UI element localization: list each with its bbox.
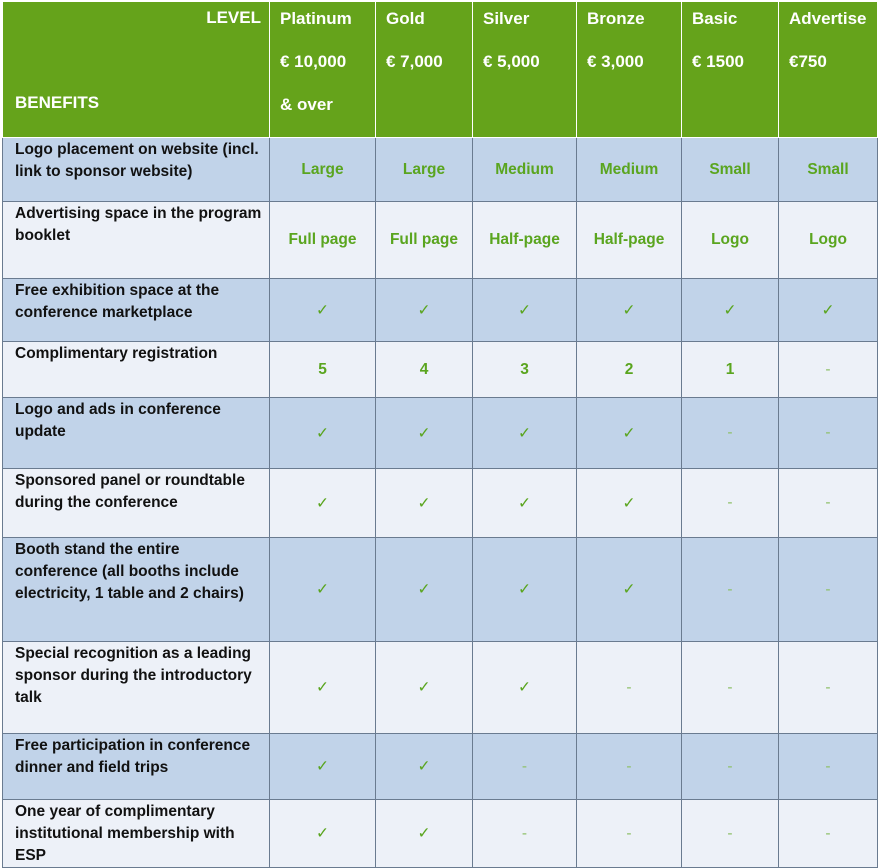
checkmark-icon: ✓ [376, 469, 473, 538]
benefit-value: 1 [682, 342, 779, 398]
benefit-value: 5 [270, 342, 376, 398]
level-advertise-header [779, 2, 878, 138]
table-row [3, 538, 878, 642]
table-row [3, 138, 878, 202]
dash-cell: - [682, 398, 779, 469]
checkmark-icon: ✓ [270, 398, 376, 469]
benefit-value: Large [270, 138, 376, 202]
checkmark-icon: ✓ [270, 538, 376, 642]
checkmark-icon: ✓ [376, 538, 473, 642]
checkmark-icon: ✓ [376, 398, 473, 469]
benefit-value: Logo [779, 202, 878, 279]
level-price: €750 [789, 52, 827, 71]
benefit-label: Special recognition as a leading sponsor during the introductory talk [3, 642, 270, 734]
benefit-value: 2 [577, 342, 682, 398]
benefits-label: BENEFITS [15, 93, 100, 112]
level-extra: & over [280, 95, 333, 114]
benefit-value: 4 [376, 342, 473, 398]
table-row [3, 342, 878, 398]
level-silver-header [473, 2, 577, 138]
level-name: Gold [386, 9, 425, 28]
dash-cell: - [779, 800, 878, 868]
header-row [3, 2, 878, 138]
dash-cell: - [577, 734, 682, 800]
checkmark-icon: ✓ [270, 279, 376, 342]
checkmark-icon: ✓ [473, 469, 577, 538]
level-price: € 3,000 [587, 52, 644, 71]
dash-cell: - [682, 734, 779, 800]
checkmark-icon: ✓ [473, 538, 577, 642]
checkmark-icon: ✓ [577, 398, 682, 469]
dash-cell: - [682, 538, 779, 642]
level-price: € 7,000 [386, 52, 443, 71]
level-name: Silver [483, 9, 530, 28]
benefit-label: Logo placement on website (incl. link to sponsor website) [3, 138, 270, 202]
level-platinum-header [270, 2, 376, 138]
table-body [3, 138, 878, 868]
level-price: € 1500 [692, 52, 744, 71]
checkmark-icon: ✓ [577, 279, 682, 342]
checkmark-icon: ✓ [270, 642, 376, 734]
table-row [3, 469, 878, 538]
table-row [3, 398, 878, 469]
checkmark-icon: ✓ [270, 800, 376, 868]
benefit-label: One year of complimentary institutional membership with ESP [3, 800, 270, 868]
checkmark-icon: ✓ [376, 279, 473, 342]
benefit-label: Complimentary registration [3, 342, 270, 398]
level-name: Bronze [587, 9, 645, 28]
dash-cell: - [779, 642, 878, 734]
benefit-value: Small [682, 138, 779, 202]
benefit-label: Sponsored panel or roundtable during the conference [3, 469, 270, 538]
benefit-value: Full page [376, 202, 473, 279]
benefit-value: Half-page [577, 202, 682, 279]
benefit-label: Logo and ads in conference update [3, 398, 270, 469]
level-price: € 10,000 [280, 52, 347, 71]
benefit-label: Booth stand the entire conference (all booths include electricity, 1 table and 2 chairs) [3, 538, 270, 642]
table-row [3, 202, 878, 279]
dash-cell: - [473, 800, 577, 868]
benefit-value: Large [376, 138, 473, 202]
dash-cell: - [682, 469, 779, 538]
checkmark-icon: ✓ [270, 734, 376, 800]
dash-cell: - [779, 342, 878, 398]
checkmark-icon: ✓ [577, 538, 682, 642]
dash-cell: - [779, 469, 878, 538]
benefit-value: Medium [577, 138, 682, 202]
benefit-value: Small [779, 138, 878, 202]
dash-cell: - [577, 642, 682, 734]
level-name: Advertise [789, 9, 867, 28]
benefit-value: Full page [270, 202, 376, 279]
dash-cell: - [682, 642, 779, 734]
dash-cell: - [473, 734, 577, 800]
benefit-label: Free exhibition space at the conference marketplace [3, 279, 270, 342]
table-row [3, 734, 878, 800]
header-corner-cell [3, 2, 270, 138]
benefit-value: Logo [682, 202, 779, 279]
checkmark-icon: ✓ [779, 279, 878, 342]
sponsorship-table [2, 1, 878, 868]
level-bronze-header [577, 2, 682, 138]
checkmark-icon: ✓ [577, 469, 682, 538]
dash-cell: - [682, 800, 779, 868]
checkmark-icon: ✓ [473, 642, 577, 734]
benefit-value: 3 [473, 342, 577, 398]
benefit-label: Free participation in conference dinner and field trips [3, 734, 270, 800]
level-label: LEVEL [206, 8, 261, 27]
checkmark-icon: ✓ [270, 469, 376, 538]
checkmark-icon: ✓ [376, 734, 473, 800]
benefit-label: Advertising space in the program booklet [3, 202, 270, 279]
level-name: Basic [692, 9, 738, 28]
table-row [3, 800, 878, 868]
benefit-value: Medium [473, 138, 577, 202]
checkmark-icon: ✓ [682, 279, 779, 342]
table-row [3, 642, 878, 734]
checkmark-icon: ✓ [473, 398, 577, 469]
level-price: € 5,000 [483, 52, 540, 71]
dash-cell: - [779, 398, 878, 469]
benefit-value: Half-page [473, 202, 577, 279]
checkmark-icon: ✓ [473, 279, 577, 342]
table-row [3, 279, 878, 342]
level-basic-header [682, 2, 779, 138]
dash-cell: - [779, 538, 878, 642]
dash-cell: - [779, 734, 878, 800]
checkmark-icon: ✓ [376, 642, 473, 734]
level-gold-header [376, 2, 473, 138]
checkmark-icon: ✓ [376, 800, 473, 868]
level-name: Platinum [280, 9, 352, 28]
dash-cell: - [577, 800, 682, 868]
